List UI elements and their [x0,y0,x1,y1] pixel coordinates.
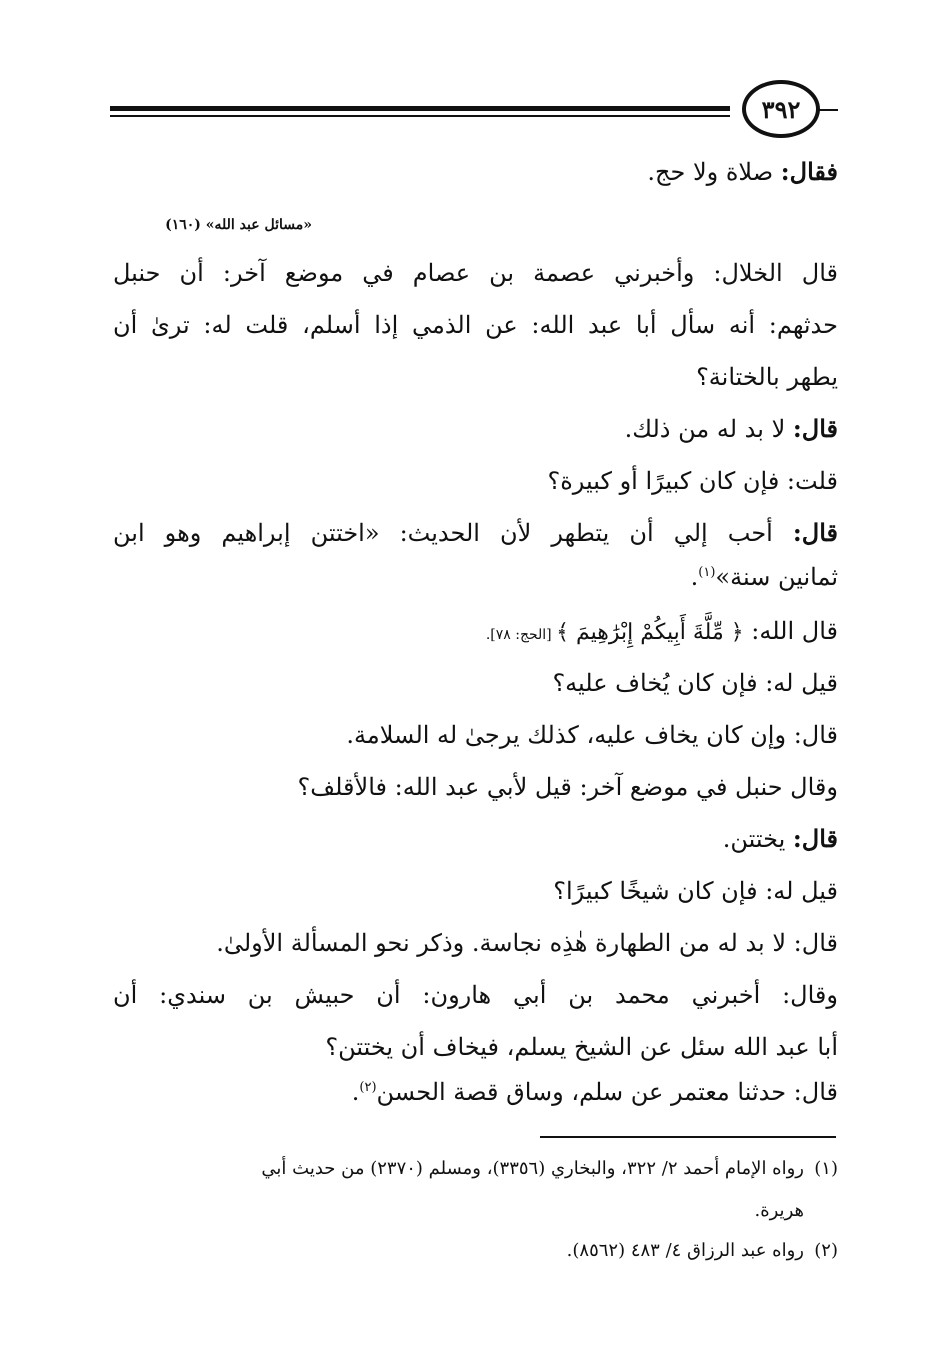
text-line: وقال: أخبرني محمد بن أبي هارون: أن حبيش بن سندي: أن [113,981,838,1009]
quran-verse: ﴿ مِّلَّةَ أَبِيكُمْ إِبْرَٰهِيمَ ﴾ [556,620,744,645]
source-reference: «مسائل عبد الله» (١٦٠) [165,217,312,233]
speaker-label: قال: [792,414,838,443]
footnote-number: (٢) [814,1240,838,1261]
page-header [110,80,838,144]
text-line: ثمانين سنة»$^{(١)}$. [690,563,838,591]
speaker-label: فقال: [780,157,838,186]
footnote-marker[interactable]: (٢) [359,1080,377,1095]
text-line: يطهر بالختانة؟ [696,363,838,391]
text-line: قال الله: ﴿ مِّلَّةَ أَبِيكُمْ إِبْرَٰهِيمَ ﴾ [الحج: ٧٨]. [485,617,838,645]
speaker-label: قال: [792,518,838,547]
verse-reference: [الحج: ٧٨]. [485,627,557,643]
footnote-number: (١) [814,1158,838,1179]
footnote-marker[interactable]: (١) [698,565,716,580]
header-rule-thin [110,115,730,117]
speaker-label: قال: [792,824,838,853]
text-line: قال: أحب إلي أن يتطهر لأن الحديث: «اختتن إبراهيم وهو ابن [113,518,838,547]
footnote-separator [540,1136,836,1138]
text-line: قال: حدثنا معتمر عن سلم، وساق قصة الحسن$^{(٢)}$. [351,1078,838,1106]
text-line: قيل له: فإن كان شيخًا كبيرًا؟ [553,877,838,905]
text-line: قال: وإن كان يخاف عليه، كذلك يرجىٰ له السلامة. [346,721,838,749]
text-line: فقال: صلاة ولا حج. [647,157,838,186]
text-line: وقال حنبل في موضع آخر: قيل لأبي عبد الله: فالأقلف؟ [297,773,838,801]
text-line: قال: لا بد له من الطهارة هٰذِه نجاسة. وذكر نحو المسألة الأولىٰ. [216,929,838,957]
text-line: أبا عبد الله سئل عن الشيخ يسلم، فيخاف أن يختتن؟ [325,1033,838,1061]
text-line: قلت: فإن كان كبيرًا أو كبيرة؟ [547,467,838,495]
page-number: ٣٩٢ [742,80,820,138]
text-line: قال: يختتن. [722,824,838,853]
footnote: هريرة. [754,1200,804,1221]
header-rule-thick [110,106,730,111]
text-line: قال: لا بد له من ذلك. [624,414,838,443]
text-line: حدثهم: أنه سأل أبا عبد الله: عن الذمي إذا أسلم، قلت له: ترىٰ أن [113,311,838,339]
header-rule-tail [818,109,838,111]
footnote: (١)رواه الإمام أحمد ٢/ ٣٢٢، والبخاري (٣٣٥٦)، ومسلم (٢٣٧٠) من حديث أبي [261,1158,838,1179]
footnote: (٢)رواه عبد الرزاق ٤/ ٤٨٣ (٨٥٦٢). [566,1240,838,1261]
text-line: قيل له: فإن كان يُخاف عليه؟ [552,669,838,697]
text-line: قال الخلال: وأخبرني عصمة بن عصام في موضع آخر: أن حنبل [113,259,838,287]
